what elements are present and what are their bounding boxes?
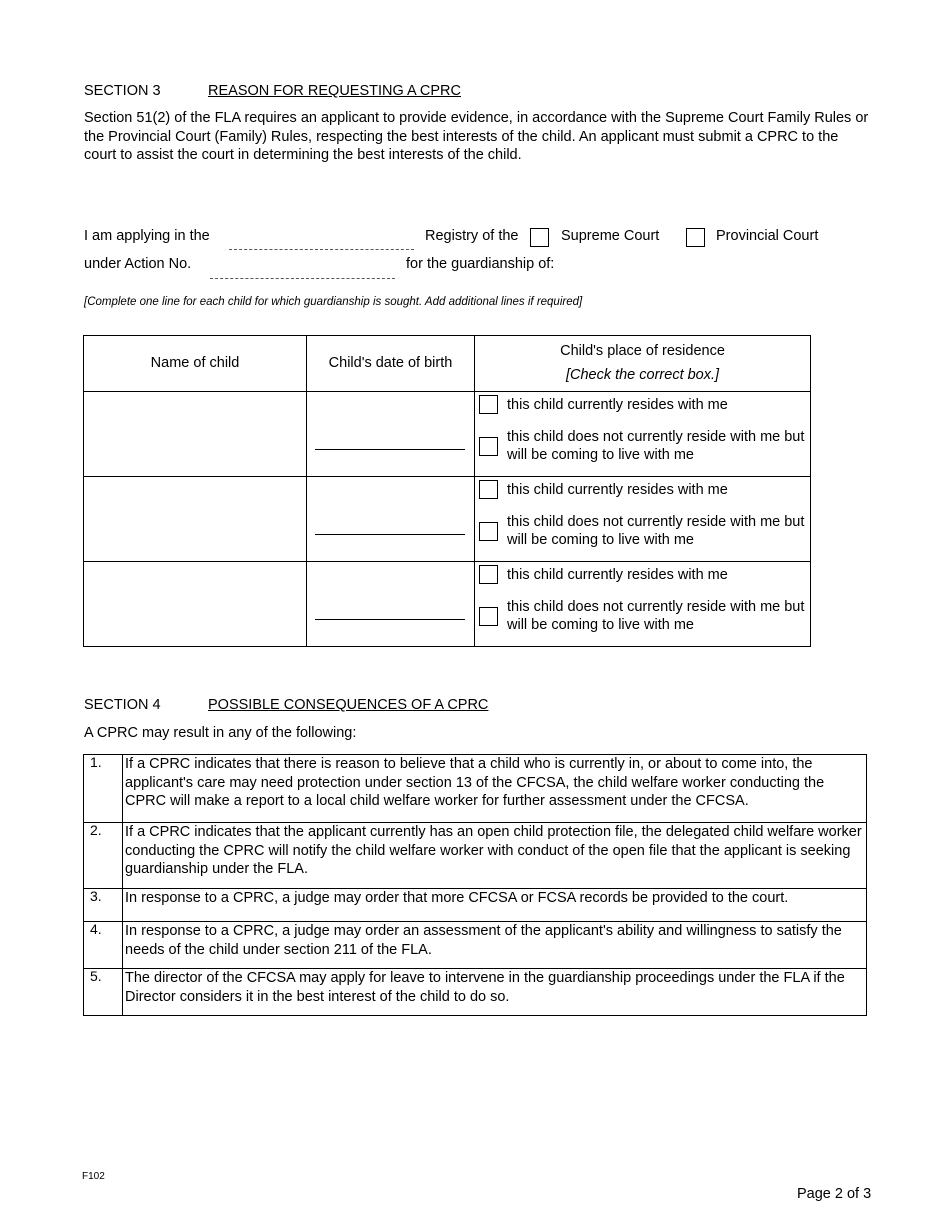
consequence-row — [84, 969, 867, 1016]
child-residence-cell — [475, 562, 811, 647]
provincial-court-checkbox[interactable] — [686, 228, 705, 247]
instruction-note: [Complete one line for each child for which guardianship is sought. Add additional lines if required] — [84, 296, 583, 308]
child-dob-cell — [307, 562, 475, 647]
header-date-of-birth: Child's date of birth — [307, 336, 475, 392]
resides-option — [479, 565, 728, 584]
not-resides-checkbox[interactable] — [479, 437, 498, 456]
consequence-row — [84, 755, 867, 823]
consequence-text: If a CPRC indicates that the applicant currently has an open child protection file, the delegated child welfare worker conducting the CPRC will notify the child welfare worker with conduct of the open file that the applicant is seeking guardianship under the FLA. — [123, 823, 867, 889]
section-4-intro: A CPRC may result in any of the following: — [84, 725, 357, 741]
resides-option — [479, 395, 728, 414]
guardianship-label: for the guardianship of: — [406, 256, 555, 272]
resides-option — [479, 480, 728, 499]
page-number: Page 2 of 3 — [797, 1186, 872, 1202]
supreme-court-label: Supreme Court — [561, 228, 660, 244]
not-resides-checkbox[interactable] — [479, 607, 498, 626]
resides-checkbox[interactable] — [479, 395, 498, 414]
child-dob-cell — [307, 477, 475, 562]
registry-location-field[interactable] — [229, 249, 414, 250]
form-code: F102 — [82, 1171, 105, 1182]
section-3-paragraph: Section 51(2) of the FLA requires an applicant to provide evidence, in accordance with the Supreme Court Family Rules or the Provincial Court (Family) Rules, respecting the best interests of the child. An applicant must submit a CPRC to the court to assist the court in determining the best interests of the child. — [84, 110, 869, 163]
consequences-table — [83, 754, 867, 1016]
action-no-label: under Action No. — [84, 256, 192, 272]
header-place-of-residence — [475, 336, 811, 392]
consequence-row — [84, 823, 867, 889]
section-3-number: SECTION 3 — [84, 83, 161, 99]
child-residence-cell — [475, 392, 811, 477]
child-dob-cell — [307, 392, 475, 477]
section-3-heading — [84, 82, 461, 101]
table-row — [84, 392, 811, 477]
consequence-text: In response to a CPRC, a judge may order an assessment of the applicant's ability and willingness to satisfy the needs of the child under section 211 of the FLA. — [123, 922, 867, 969]
action-no-field[interactable] — [210, 278, 395, 279]
resides-checkbox[interactable] — [479, 565, 498, 584]
resides-label: this child currently resides with me — [507, 396, 728, 413]
child-name-field[interactable] — [84, 562, 307, 647]
not-resides-option — [479, 598, 809, 634]
child-name-field[interactable] — [84, 392, 307, 477]
not-resides-label: this child does not currently reside with me but will be coming to live with me — [507, 514, 805, 548]
consequence-number: 2. — [84, 823, 123, 889]
consequence-number: 4. — [84, 922, 123, 969]
consequence-text: If a CPRC indicates that there is reason to believe that a child who is currently in, or about to come into, the applicant's care may need protection under section 13 of the CFCSA, the child welfare worker conducting the CPRC will make a report to a local child welfare worker for further assessment under the CFCSA. — [123, 755, 867, 823]
child-name-field[interactable] — [84, 477, 307, 562]
not-resides-label: this child does not currently reside with me but will be coming to live with me — [507, 599, 805, 633]
children-table — [83, 335, 811, 647]
section-3-title: REASON FOR REQUESTING A CPRC — [208, 83, 461, 99]
applying-in-label: I am applying in the — [84, 228, 210, 244]
not-resides-label: this child does not currently reside with me but will be coming to live with me — [507, 429, 805, 463]
child-residence-cell — [475, 477, 811, 562]
table-row — [84, 562, 811, 647]
consequence-number: 1. — [84, 755, 123, 823]
registry-label: Registry of the — [425, 228, 519, 244]
not-resides-checkbox[interactable] — [479, 522, 498, 541]
child-dob-field[interactable] — [315, 534, 465, 535]
consequence-row — [84, 889, 867, 922]
resides-label: this child currently resides with me — [507, 481, 728, 498]
children-table-header — [84, 336, 811, 392]
consequence-number: 3. — [84, 889, 123, 922]
header-residence-title: Child's place of residence — [560, 343, 725, 360]
consequence-number: 5. — [84, 969, 123, 1016]
resides-label: this child currently resides with me — [507, 566, 728, 583]
supreme-court-checkbox[interactable] — [530, 228, 549, 247]
section-4-title: POSSIBLE CONSEQUENCES OF A CPRC — [208, 697, 489, 713]
header-residence-note: [Check the correct box.] — [565, 367, 720, 383]
section-4-number: SECTION 4 — [84, 697, 161, 713]
header-name-of-child: Name of child — [84, 336, 307, 392]
not-resides-option — [479, 428, 809, 464]
child-dob-field[interactable] — [315, 619, 465, 620]
consequence-text: The director of the CFCSA may apply for leave to intervene in the guardianship proceedings under the FLA if the Director considers it in the best interest of the child to do so. — [123, 969, 867, 1016]
section-4-heading — [84, 696, 488, 715]
consequence-row — [84, 922, 867, 969]
not-resides-option — [479, 513, 809, 549]
provincial-court-label: Provincial Court — [716, 228, 819, 244]
resides-checkbox[interactable] — [479, 480, 498, 499]
child-dob-field[interactable] — [315, 449, 465, 450]
consequence-text: In response to a CPRC, a judge may order that more CFCSA or FCSA records be provided to the court. — [123, 889, 867, 922]
table-row — [84, 477, 811, 562]
